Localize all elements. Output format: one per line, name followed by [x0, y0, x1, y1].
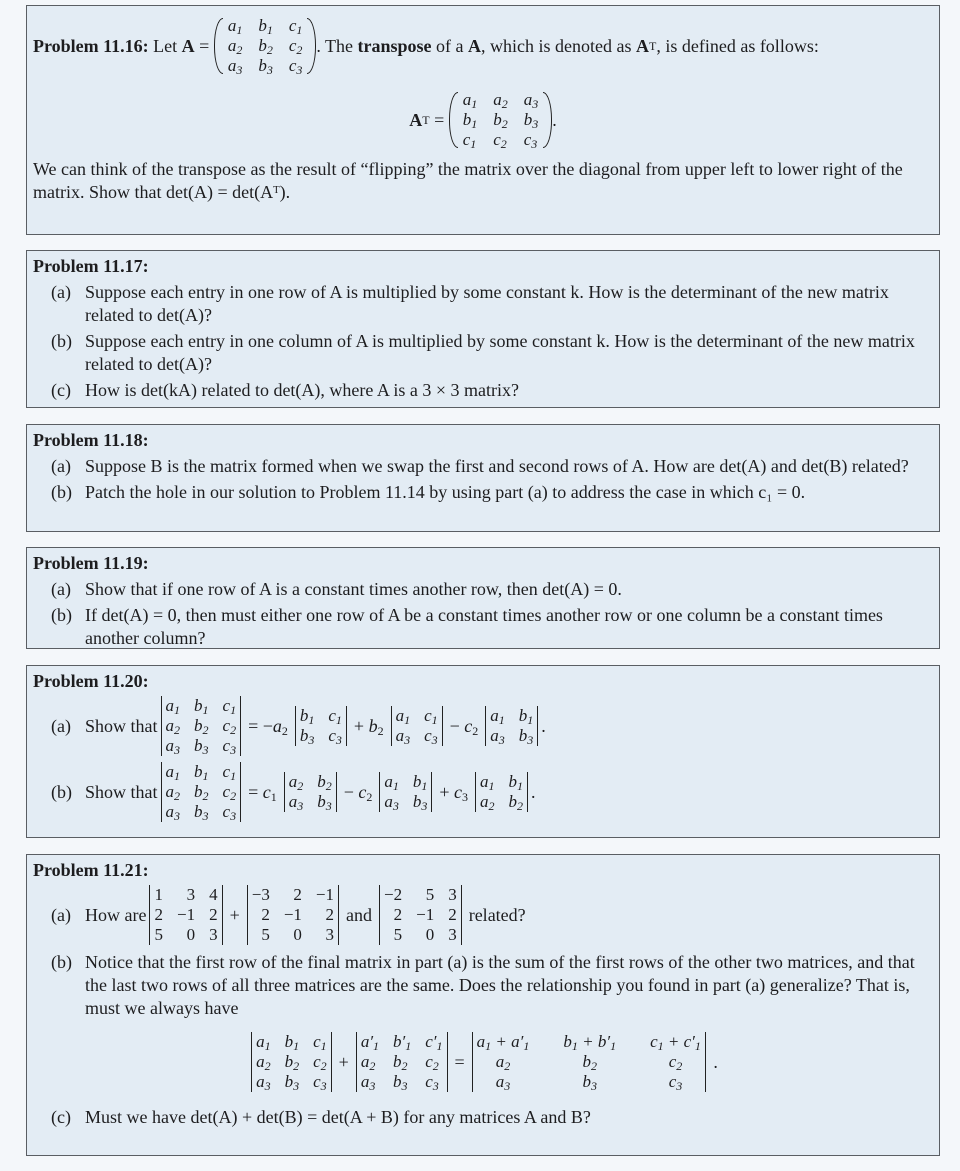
part-a: (a) How are 1 3 4 2 −1 2 5 0 3 + −3 2 −1 2 −1 2 5 0 3 and −2 5 3 2 −1 2 5 0 3 related? [33, 885, 933, 945]
problem-11-20 [26, 665, 940, 838]
part-b [33, 604, 933, 650]
part-a [33, 281, 933, 327]
matrix-A: $a_1$ $b_1$ $c_1$ $a_2$ $b_2$ $c_2$ $a_3$ $b_3$ $c_3$ [214, 16, 317, 76]
intro-text: , is defined as follows: [656, 35, 819, 56]
part-b [33, 330, 933, 376]
problem-title: Problem 11.18: [33, 430, 149, 450]
part-label: (b) [51, 482, 72, 502]
part-label: (a) [51, 282, 71, 302]
lead-text: Show that [85, 781, 158, 802]
part-text: Suppose B is the matrix formed when we swap the first and second rows of A. How are det(A) and det(B) related? [85, 456, 909, 476]
part-label: (a) [51, 456, 71, 476]
part-text: Must we have det(A) + det(B) = det(A + B) for any matrices A and B? [85, 1107, 591, 1127]
part-text: Suppose each entry in one column of A is multiplied by some constant k. How is the determinant of the new matrix related to det(A)? [85, 331, 915, 374]
equation-generalization: $a_1$ $b_1$ $c_1$ $a_2$ $b_2$ $c_2$ $a_3$ $b_3$ $c_3$ + $a'_1$ $b'_1$ $c'_1$ $a_2$ $b_2$ $c_2$ $a_3$ $b_3$ $c_3$ = $a_1 + a'_1$ $b_1 + b'_1$ $c_1 + c'_1$ $a_2$ $b_2$ $c_2$ $a_3$ $b_3$ $c_3$ . [33, 1032, 933, 1092]
determinant-3x3: $a_1$ $b_1$ $c_1$ $a_2$ $b_2$ $c_2$ $a_3$ $b_3$ $c_3$ [161, 696, 242, 756]
part-text: Show that if one row of A is a constant times another row, then det(A) = 0. [85, 579, 622, 599]
part-c [33, 1106, 933, 1129]
part-label: (a) [51, 579, 71, 599]
determinant-m2: −3 2 −1 2 −1 2 5 0 3 [247, 885, 339, 945]
part-label: (b) [51, 605, 72, 625]
part-label: (c) [51, 1107, 71, 1127]
part-text: Patch the hole in our solution to Problem 11.14 by using part (a) to address the case in which c₁ = 0. [85, 482, 806, 502]
problem-title: Problem 11.17: [33, 256, 149, 276]
part-label: (c) [51, 380, 71, 400]
part-text: Suppose each entry in one row of A is multiplied by some constant k. How is the determinant of the new matrix related to det(A)? [85, 282, 889, 325]
lead-text: How are [85, 904, 147, 925]
matrix-A-transpose: $a_1$ $a_2$ $a_3$ $b_1$ $b_2$ $b_3$ $c_1$ $c_2$ $c_3$ [449, 90, 553, 150]
part-label: (b) [51, 331, 72, 351]
part-label: (a) [51, 715, 71, 736]
problem-title: Problem 11.19: [33, 553, 149, 573]
part-a [33, 455, 933, 478]
determinant-m1: 1 3 4 2 −1 2 5 0 3 [149, 885, 222, 945]
part-a: (a) Show that $a_1$ $b_1$ $c_1$ $a_2$ $b_2$ $c_2$ $a_3$ $b_3$ $c_3$ = $-a_2$ $b_1$ $c_1$ $b_3$ $c_3$ + $b_2$ $a_1$ $c_1$ $a_3$ $c_3$ − $c_2$ $a_1$ $b_1$ $a_3$ $b_3$ . [33, 696, 933, 756]
part-text: Notice that the first row of the final matrix in part (a) is the sum of the first rows of the other two matrices, and that the last two rows of all three matrices are the same. Does the relationship you found in part (a) generalize? That is, must we always have [85, 952, 915, 1018]
lead-text: Show that [85, 715, 158, 736]
intro-text: . The [316, 35, 354, 56]
problem-11-19 [26, 547, 940, 649]
bold-term: transpose [357, 35, 432, 56]
intro-text: of a [436, 35, 464, 56]
intro-text: Let [153, 35, 178, 56]
problem-11-16: Problem 11.16: Let A = $a_1$ $b_1$ $c_1$ $a_2$ $b_2$ $c_2$ $a_3$ $b_3$ $c_3$ . The transpose of a A , which is denoted as A T , is defined as follows: A T = $a_1$ $a_2$ $a_3$ $b_1$ $b_2$ $b_3$ $c_1$ $c_2$ $c_3$ . We can think of the transpose as the result of “flipping” the matrix over the diagonal from upper left to lower right of the matrix. Show that det(A) = det(Aᵀ). [26, 5, 940, 235]
part-label: (a) [51, 904, 71, 925]
closing-text: We can think of the transpose as the result of “flipping” the matrix over the diagonal from upper left to lower right of the matrix. Show that det(A) = det(Aᵀ). [33, 159, 903, 202]
part-label: (b) [51, 952, 72, 972]
part-b: (b) Show that $a_1$ $b_1$ $c_1$ $a_2$ $b_2$ $c_2$ $a_3$ $b_3$ $c_3$ = $c_1$ $a_2$ $b_2$ $a_3$ $b_3$ − $c_2$ $a_1$ $b_1$ $a_3$ $b_3$ + $c_3$ $a_1$ $b_1$ $a_2$ $b_2$ . [33, 762, 933, 822]
problem-11-18 [26, 424, 940, 532]
part-text: How is det(kA) related to det(A), where A is a 3 × 3 matrix? [85, 380, 520, 400]
problem-title: Problem 11.20: [33, 671, 149, 691]
part-b [33, 481, 933, 504]
problem-title: Problem 11.21: [33, 860, 149, 880]
problem-title: Problem 11.16: [33, 35, 149, 56]
problem-11-17 [26, 250, 940, 408]
determinant-3x3: $a_1$ $b_1$ $c_1$ $a_2$ $b_2$ $c_2$ $a_3$ $b_3$ $c_3$ [161, 762, 242, 822]
determinant-m3: −2 5 3 2 −1 2 5 0 3 [379, 885, 462, 945]
problem-11-21 [26, 854, 940, 1156]
part-label: (b) [51, 781, 72, 802]
intro-text: , which is denoted as [481, 35, 632, 56]
part-a [33, 578, 933, 601]
part-b [33, 951, 933, 1020]
part-c [33, 379, 933, 402]
part-text: If det(A) = 0, then must either one row of A be a constant times another row or one column be a constant times another column? [85, 605, 883, 648]
